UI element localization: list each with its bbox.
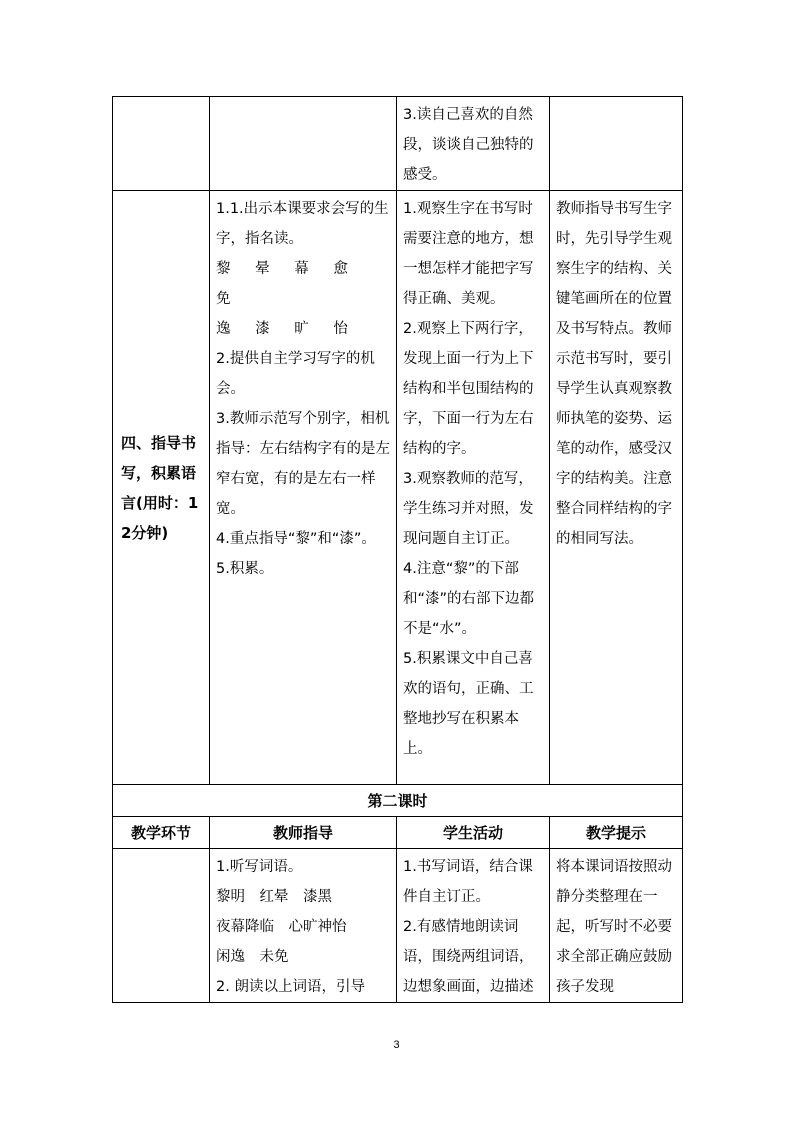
- word-list: 夜幕降临 心旷神怡: [216, 919, 347, 935]
- table-row: [113, 97, 683, 191]
- student-activity-cell: [397, 849, 550, 1003]
- student-activity-item: 2.有感情地朗读词语，围绕两组词语，边想象画面，边描述: [403, 919, 534, 995]
- student-activity-item: 4.注意“黎”的下部和“漆”的右部下边都不是“水”。: [403, 561, 535, 637]
- teaching-tips-cell: [550, 97, 683, 191]
- stage-cell: [113, 97, 210, 191]
- student-activity-item: 1.观察生字在书写时需要注意的地方，想一想怎样才能把字写得正确、美观。: [403, 201, 534, 307]
- stage-cell: [113, 849, 210, 1003]
- table-header-row: [113, 817, 683, 849]
- teacher-guidance-item: 3.教师示范写个别字，相机指导：左右结构字有的是左窄右宽，有的是左右一样宽。: [216, 411, 390, 517]
- student-activity-item: 3.观察教师的范写，学生练习并对照，发现问题自主订正。: [403, 471, 534, 547]
- teacher-guidance-item: 4.重点指导“黎”和“漆”。: [216, 531, 376, 547]
- teacher-guidance-cell: [210, 97, 397, 191]
- student-activity-item: 3.读自己喜欢的自然段，谈谈自己独特的感受。: [403, 107, 534, 183]
- lesson-plan-table: [112, 96, 683, 1003]
- column-header: 教学提示: [550, 817, 683, 849]
- table-row: [113, 785, 683, 817]
- character-list: 逸 漆 旷 怡: [216, 321, 358, 337]
- teaching-tips-cell: [550, 191, 683, 785]
- student-activity-item: 2.观察上下两行字，发现上面一行为上下结构和半包围结构的字，下面一行为左右结构的字。: [403, 321, 534, 457]
- teaching-tips-cell: [550, 849, 683, 1003]
- page-number: 3: [393, 1039, 400, 1051]
- teacher-guidance-cell: [210, 191, 397, 785]
- teacher-guidance-item: 2.提供自主学习写字的机会。: [216, 351, 375, 397]
- teacher-guidance-cell: [210, 849, 397, 1003]
- column-header: 学生活动: [397, 817, 550, 849]
- teacher-guidance-item: 1.1.出示本课要求会写的生字，指名读。: [216, 201, 389, 247]
- teacher-guidance-item: 1.听写词语。: [216, 859, 303, 875]
- word-list: 闲逸 未免: [216, 949, 289, 965]
- teacher-guidance-item: 5.积累。: [216, 561, 274, 577]
- word-list: 黎明 红晕 漆黑: [216, 889, 332, 905]
- teaching-tip-text: 将本课词语按照动静分类整理在一起，听写时不必要求全部正确应鼓励孩子发现: [556, 859, 672, 995]
- table-row: [113, 849, 683, 1003]
- teacher-guidance-item: 2. 朗读以上词语，引导: [216, 979, 365, 995]
- student-activity-item: 5.积累课文中自己喜欢的语句，正确、工整地抄写在积累本上。: [403, 651, 534, 757]
- column-header: 教师指导: [210, 817, 397, 849]
- student-activity-cell: [397, 191, 550, 785]
- character-list: 黎 晕 幕 愈 免: [216, 261, 358, 307]
- student-activity-item: 1.书写词语，结合课件自主订正。: [403, 859, 533, 905]
- column-header: 教学环节: [113, 817, 210, 849]
- student-activity-cell: [397, 97, 550, 191]
- teaching-tip-text: 教师指导书写生字时，先引导学生观察生字的结构、关键笔画所在的位置及书写特点。教师示范书写时，要引导学生认真观察教师执笔的姿势、运笔的动作，感受汉字的结构美。注意整合同样结构的字的相同写法。: [556, 201, 672, 547]
- section-title: 第二课时: [113, 785, 683, 817]
- stage-cell: 四、指导书写，积累语言(用时：12分钟): [113, 191, 210, 785]
- table-row: [113, 191, 683, 785]
